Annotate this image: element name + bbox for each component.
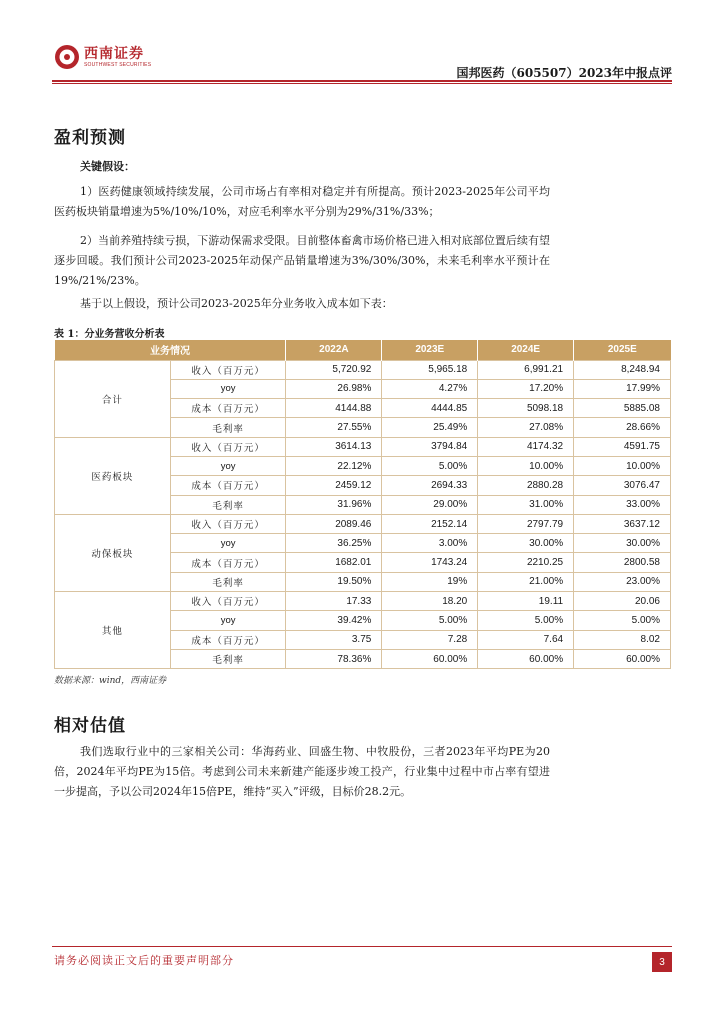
value-cell: 7.64 — [478, 630, 574, 649]
assumption-paragraph-2: 2）当前养殖持续亏损，下游动保需求受限。目前整体畜禽市场价格已进入相对底部位置后续有望逐步回暖。我们预计公司2023-2025年动保产品销量增速为3%/30%/30%，未来毛利率水平预计在19%/21%/23%。 — [54, 234, 550, 287]
metric-cell: yoy — [170, 379, 286, 398]
value-cell: 27.08% — [478, 418, 574, 437]
value-cell: 17.33 — [286, 592, 382, 611]
value-cell: 3076.47 — [574, 476, 671, 495]
value-cell: 7.28 — [382, 630, 478, 649]
value-cell: 3794.84 — [382, 437, 478, 456]
value-cell: 28.66% — [574, 418, 671, 437]
table-title: 表 1：分业务营收分析表 — [54, 329, 165, 340]
value-cell: 2459.12 — [286, 476, 382, 495]
table-row — [55, 514, 671, 533]
business-segment-cell: 其他 — [55, 592, 171, 669]
value-cell: 5,720.92 — [286, 360, 382, 379]
footer-disclaimer: 请务必阅读正文后的重要声明部分 — [54, 954, 234, 967]
value-cell: 78.36% — [286, 649, 382, 668]
table-row — [55, 360, 671, 379]
value-cell: 60.00% — [574, 649, 671, 668]
value-cell: 5098.18 — [478, 399, 574, 418]
value-cell: 5,965.18 — [382, 360, 478, 379]
header-divider-thin — [52, 83, 672, 84]
header-business: 业务情况 — [55, 340, 286, 360]
header-divider — [52, 80, 672, 82]
metric-cell: 毛利率 — [170, 495, 286, 514]
value-cell: 4174.32 — [478, 437, 574, 456]
value-cell: 8.02 — [574, 630, 671, 649]
value-cell: 3614.13 — [286, 437, 382, 456]
header-2024e: 2024E — [478, 340, 574, 360]
metric-cell: yoy — [170, 456, 286, 475]
logo-icon — [54, 44, 80, 70]
business-segment-cell: 医药板块 — [55, 437, 171, 514]
table-row — [55, 592, 671, 611]
metric-cell: yoy — [170, 534, 286, 553]
table-row — [55, 437, 671, 456]
value-cell: 17.99% — [574, 379, 671, 398]
value-cell: 2210.25 — [478, 553, 574, 572]
metric-cell: yoy — [170, 611, 286, 630]
value-cell: 31.00% — [478, 495, 574, 514]
value-cell: 19.11 — [478, 592, 574, 611]
value-cell: 23.00% — [574, 572, 671, 591]
valuation-paragraph: 我们选取行业中的三家相关公司：华海药业、回盛生物、中牧股份，三者2023年平均PE为20倍，2024年平均PE为15倍。考虑到公司未来新建产能逐步竣工投产，行业集中过程中市占率有望进一步提高，予以公司2024年15倍PE，维持“买入”评级，目标价28.2元。 — [54, 745, 550, 798]
value-cell: 10.00% — [478, 456, 574, 475]
business-revenue-table — [54, 340, 671, 669]
page-number: 3 — [652, 952, 672, 972]
metric-cell: 成本（百万元） — [170, 399, 286, 418]
assumption-paragraph-3: 基于以上假设，预计公司2023-2025年分业务收入成本如下表： — [80, 297, 393, 310]
value-cell: 5.00% — [382, 456, 478, 475]
value-cell: 10.00% — [574, 456, 671, 475]
value-cell: 5885.08 — [574, 399, 671, 418]
logo-name-en: SOUTHWEST SECURITIES — [84, 61, 152, 68]
data-source-note: 数据来源：wind，西南证券 — [54, 676, 167, 686]
value-cell: 3637.12 — [574, 514, 671, 533]
value-cell: 5.00% — [574, 611, 671, 630]
value-cell: 30.00% — [478, 534, 574, 553]
metric-cell: 毛利率 — [170, 572, 286, 591]
logo-name-cn: 西南证券 — [84, 45, 144, 62]
value-cell: 27.55% — [286, 418, 382, 437]
value-cell: 2089.46 — [286, 514, 382, 533]
business-segment-cell: 动保板块 — [55, 514, 171, 591]
value-cell: 3.75 — [286, 630, 382, 649]
value-cell: 39.42% — [286, 611, 382, 630]
table-header-row — [55, 340, 671, 360]
header-2022a: 2022A — [286, 340, 382, 360]
report-title: 国邦医药（605507）2023年中报点评 — [456, 66, 672, 80]
metric-cell: 成本（百万元） — [170, 476, 286, 495]
header-2023e: 2023E — [382, 340, 478, 360]
value-cell: 4591.75 — [574, 437, 671, 456]
metric-cell: 毛利率 — [170, 649, 286, 668]
section-title-earnings-forecast: 盈利预测 — [54, 128, 126, 148]
value-cell: 3.00% — [382, 534, 478, 553]
value-cell: 2800.58 — [574, 553, 671, 572]
value-cell: 8,248.94 — [574, 360, 671, 379]
metric-cell: 成本（百万元） — [170, 630, 286, 649]
value-cell: 5.00% — [478, 611, 574, 630]
footer-divider — [52, 946, 672, 947]
header-2025e: 2025E — [574, 340, 671, 360]
value-cell: 2152.14 — [382, 514, 478, 533]
assumption-paragraph-1: 1）医药健康领域持续发展，公司市场占有率相对稳定并有所提高。预计2023-2025年公司平均医药板块销量增速为5%/10%/10%，对应毛利率水平分别为29%/31%/33%； — [54, 185, 550, 218]
value-cell: 31.96% — [286, 495, 382, 514]
value-cell: 30.00% — [574, 534, 671, 553]
value-cell: 33.00% — [574, 495, 671, 514]
value-cell: 1682.01 — [286, 553, 382, 572]
value-cell: 4444.85 — [382, 399, 478, 418]
value-cell: 4.27% — [382, 379, 478, 398]
business-segment-cell: 合计 — [55, 360, 171, 437]
metric-cell: 收入（百万元） — [170, 360, 286, 379]
value-cell: 19% — [382, 572, 478, 591]
value-cell: 26.98% — [286, 379, 382, 398]
value-cell: 5.00% — [382, 611, 478, 630]
value-cell: 18.20 — [382, 592, 478, 611]
value-cell: 2797.79 — [478, 514, 574, 533]
value-cell: 29.00% — [382, 495, 478, 514]
metric-cell: 毛利率 — [170, 418, 286, 437]
value-cell: 19.50% — [286, 572, 382, 591]
value-cell: 21.00% — [478, 572, 574, 591]
value-cell: 1743.24 — [382, 553, 478, 572]
value-cell: 2694.33 — [382, 476, 478, 495]
value-cell: 20.06 — [574, 592, 671, 611]
metric-cell: 收入（百万元） — [170, 437, 286, 456]
value-cell: 6,991.21 — [478, 360, 574, 379]
value-cell: 17.20% — [478, 379, 574, 398]
metric-cell: 成本（百万元） — [170, 553, 286, 572]
value-cell: 22.12% — [286, 456, 382, 475]
value-cell: 60.00% — [382, 649, 478, 668]
metric-cell: 收入（百万元） — [170, 514, 286, 533]
value-cell: 2880.28 — [478, 476, 574, 495]
section-title-relative-valuation: 相对估值 — [54, 716, 126, 736]
metric-cell: 收入（百万元） — [170, 592, 286, 611]
key-assumptions-label: 关键假设： — [80, 160, 135, 173]
value-cell: 4144.88 — [286, 399, 382, 418]
value-cell: 60.00% — [478, 649, 574, 668]
value-cell: 36.25% — [286, 534, 382, 553]
value-cell: 25.49% — [382, 418, 478, 437]
company-logo — [54, 44, 151, 70]
